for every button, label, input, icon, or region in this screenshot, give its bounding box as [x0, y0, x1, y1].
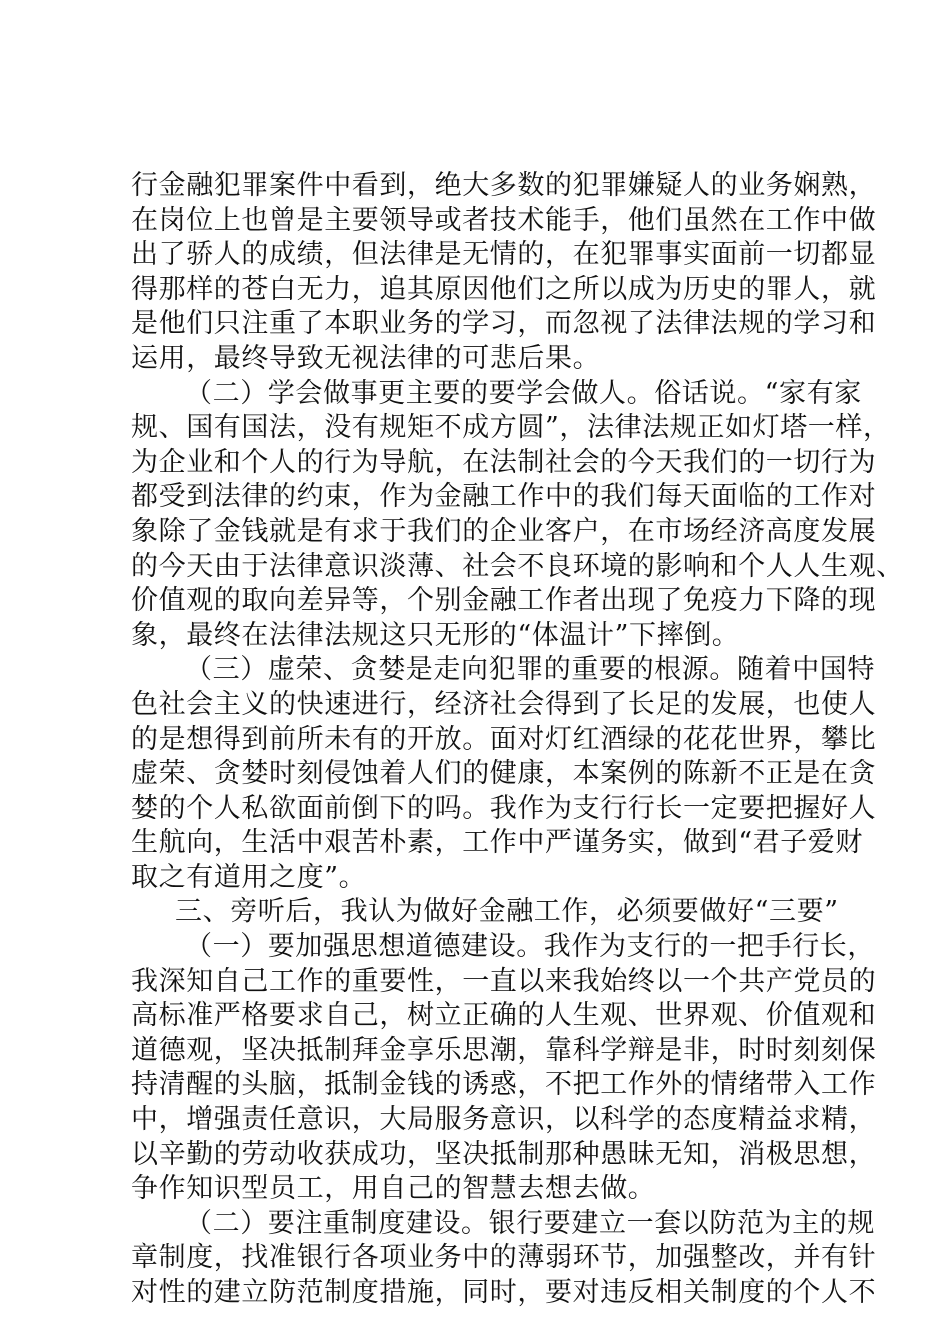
- paragraph-heading: （二）学会做事更主要的要学会做人。俗话说。“家有家: [185, 377, 862, 409]
- text-line: 以辛勤的劳动收获成功，坚决抵制那种愚昧无知，消极思想，: [131, 1138, 877, 1170]
- section-heading: 三、旁听后，我认为做好金融工作，必须要做好“三要”: [175, 896, 839, 928]
- text-line: 章制度，找准银行各项业务中的薄弱环节，加强整改，并有针: [131, 1242, 877, 1274]
- text-line: 虚荣、贪婪时刻侵蚀着人们的健康，本案例的陈新不正是在贪: [131, 758, 877, 790]
- text-line: 象除了金钱就是有求于我们的企业客户，在市场经济高度发展: [131, 515, 877, 547]
- text-line: 高标准严格要求自己，树立正确的人生观、世界观、价值观和: [131, 1000, 877, 1032]
- text-line: 行金融犯罪案件中看到，绝大多数的犯罪嫌疑人的业务娴熟，: [131, 170, 877, 201]
- text-line: 取之有道用之度”。: [131, 861, 367, 893]
- text-line: 道德观，坚决抵制拜金享乐思潮，靠科学辩是非，时时刻刻保: [131, 1034, 877, 1066]
- text-line: 价值观的取向差异等，个别金融工作者出现了免疫力下降的现: [131, 585, 877, 617]
- text-line: 运用，最终导致无视法律的可悲后果。: [131, 342, 601, 374]
- text-line: 的是想得到前所未有的开放。面对灯红酒绿的花花世界，攀比: [131, 723, 877, 755]
- text-line: 婪的个人私欲面前倒下的吗。我作为支行行长一定要把握好人: [131, 792, 877, 824]
- text-line: 规、国有国法，没有规矩不成方圆”，法律法规正如灯塔一样，: [131, 412, 891, 444]
- text-line: 为企业和个人的行为导航，在法制社会的今天我们的一切行为: [131, 446, 877, 478]
- text-line: 的今天由于法律意识淡薄、社会不良环境的影响和个人人生观、: [131, 550, 904, 582]
- text-line: 象，最终在法律法规这只无形的“体温计”下摔倒。: [131, 619, 740, 651]
- text-line: 中，增强责任意识，大局服务意识，以科学的态度精益求精，: [131, 1104, 877, 1136]
- text-line: 都受到法律的约束，作为金融工作中的我们每天面临的工作对: [131, 481, 877, 513]
- text-line: 争作知识型员工，用自己的智慧去想去做。: [131, 1173, 656, 1205]
- text-line: 在岗位上也曾是主要领导或者技术能手，他们虽然在工作中做: [131, 204, 877, 236]
- text-line: 是他们只注重了本职业务的学习，而忽视了法律法规的学习和: [131, 308, 877, 340]
- text-line: 色社会主义的快速进行，经济社会得到了长足的发展，也使人: [131, 688, 877, 720]
- text-line: 得那样的苍白无力，追其原因他们之所以成为历史的罪人，就: [131, 273, 877, 305]
- text-line: 我深知自己工作的重要性，一直以来我始终以一个共产党员的: [131, 965, 877, 997]
- text-line: 持清醒的头脑，抵制金钱的诱惑，不把工作外的情绪带入工作: [131, 1069, 877, 1101]
- paragraph-heading: （一）要加强思想道德建设。我作为支行的一把手行长，: [185, 931, 875, 963]
- paragraph-heading: （二）要注重制度建设。银行要建立一套以防范为主的规: [185, 1207, 875, 1239]
- paragraph-heading: （三）虚荣、贪婪是走向犯罪的重要的根源。随着中国特: [185, 654, 875, 686]
- text-line: 出了骄人的成绩，但法律是无情的，在犯罪事实面前一切都显: [131, 239, 877, 271]
- text-line: 对性的建立防范制度措施，同时，要对违反相关制度的个人不: [131, 1277, 877, 1308]
- text-line: 生航向，生活中艰苦朴素，工作中严谨务实，做到“君子爱财: [131, 827, 864, 859]
- body-text: [131, 169, 904, 1311]
